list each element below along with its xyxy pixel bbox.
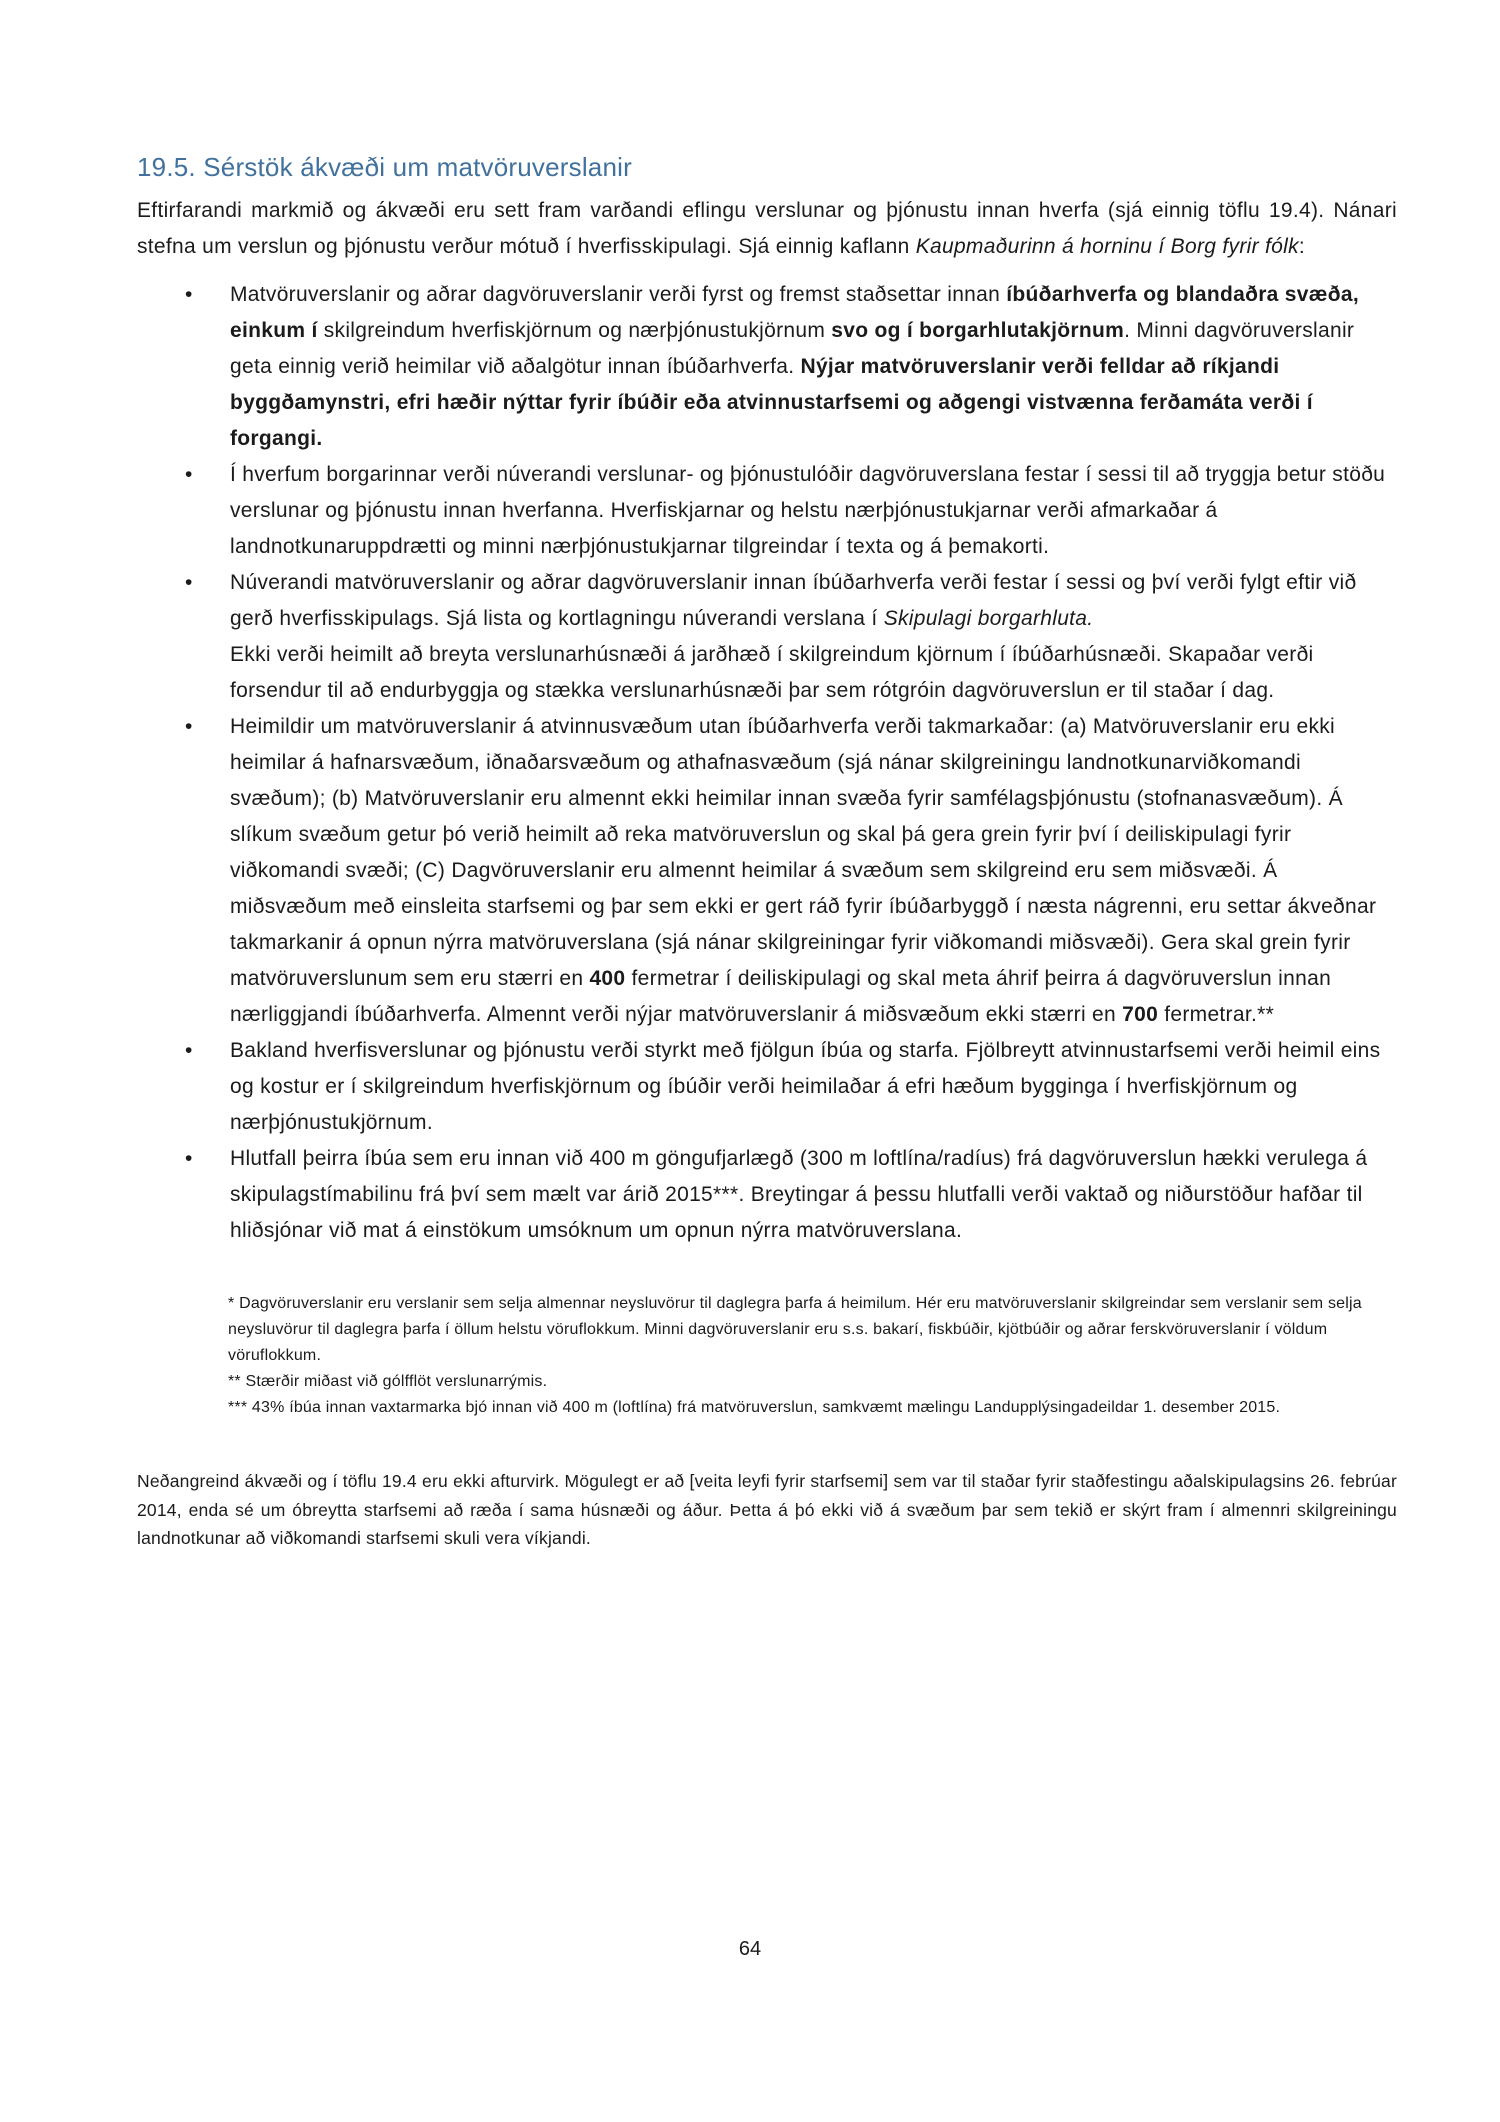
list-item-hinterland bbox=[137, 1033, 1397, 1141]
list-item-current-stores bbox=[137, 565, 1397, 709]
list-item-location-policy bbox=[137, 277, 1397, 457]
intro-paragraph: Eftirfarandi markmið og ákvæði eru sett fram varðandi eflingu verslunar og þjónustu innan hverfa (sjá einnig töflu 19.4). Nánari stefna um verslun og þjónustu verður mótuð í hverfisskipulagi. Sjá einnig kaflann Kaupmaðurinn á horninu í Borg fyrir fólk: bbox=[137, 199, 1397, 258]
footnote-1: * Dagvöruverslanir eru verslanir sem selja almennar neysluvörur til daglegra þarfa á heimilum. Hér eru matvöruverslanir skilgreindar sem verslanir sem selja neysluvörur til daglegra þarfa í öllum helstu vöruflokkum. Minni dagvöruverslanir eru s.s. bakarí, fiskbúðir, kjötbúðir og aðrar ferskvöruverslanir í völdum vöruflokkum. bbox=[228, 1295, 1362, 1364]
footnote-2: ** Stærðir miðast við gólfflöt verslunarrýmis. bbox=[228, 1373, 548, 1390]
bullet-continuation-paragraph: Ekki verði heimilt að breyta verslunarhúsnæði á jarðhæð í skilgreindum kjörnum í íbúðarhúsnæði. Skapaðar verði forsendur til að endurbyggja og stækka verslunarhúsnæði þar sem rótgróin dagvöruverslun er til staðar í dag. bbox=[230, 643, 1314, 702]
bullet-paragraph: • Hlutfall þeirra íbúa sem eru innan við 400 m göngufjarlægð (300 m loftlína/radíus) frá dagvöruverslun hækki verulega á skipulagstímabilinu frá því sem mælt var árið 2015***. Breytingar á þessu hlutfalli verði vaktað og niðurstöður hafðar til hliðsjónar við mat á einstökum umsóknum um opnun nýrra matvöruverslana. bbox=[230, 1147, 1368, 1242]
bullet-list bbox=[137, 277, 1397, 1249]
bullet-paragraph: • Í hverfum borgarinnar verði núverandi verslunar- og þjónustulóðir dagvöruverslana festar í sessi til að tryggja betur stöðu verslunar og þjónustu innan hverfanna. Hverfiskjarnar og helstu nærþjónustukjarnar verði afmarkaðar á landnotkunaruppdrætti og minni nærþjónustukjarnar tilgreindar í texta og á þemakorti. bbox=[230, 463, 1386, 558]
page-number: 64 bbox=[738, 1938, 762, 1960]
bullet-paragraph: • Bakland hverfisverslunar og þjónustu verði styrkt með fjölgun íbúa og starfa. Fjölbreytt atvinnustarfsemi verði heimil eins og kostur er í skilgreindum hverfiskjörnum og íbúðir verði heimilaðar á efri hæðum bygginga í hverfiskjörnum og nærþjónustukjörnum. bbox=[230, 1039, 1381, 1134]
footnotes-block bbox=[137, 1291, 1362, 1421]
page-content bbox=[137, 152, 1397, 1553]
closing-paragraph: Neðangreind ákvæði og í töflu 19.4 eru ekki afturvirk. Mögulegt er að [veita leyfi fyrir starfsemi] sem var til staðar fyrir staðfestingu aðalskipulagsins 26. febrúar 2014, enda sé um óbreytta starfsemi að ræða í sama húsnæði og áður. Þetta á þó ekki við á svæðum þar sem tekið er skýrt fram í almennri skilgreiningu landnotkunar að viðkomandi starfsemi skuli vera víkjandi. bbox=[137, 1471, 1397, 1548]
footnote-3: *** 43% íbúa innan vaxtarmarka bjó innan við 400 m (loftlína) frá matvöruverslun, samkvæmt mælingu Landupplýsingadeildar 1. desember 2015. bbox=[228, 1399, 1281, 1416]
bullet-paragraph: • Núverandi matvöruverslanir og aðrar dagvöruverslanir innan íbúðarhverfa verði festar í sessi og því verði fylgt eftir við gerð hverfisskipulags. Sjá lista og kortlagningu núverandi verslana í Skipulagi borgarhluta. bbox=[230, 571, 1357, 630]
list-item-existing-lots bbox=[137, 457, 1397, 565]
list-item-walking-distance bbox=[137, 1141, 1397, 1249]
section-heading: 19.5. Sérstök ákvæði um matvöruverslanir bbox=[137, 152, 632, 182]
bullet-paragraph: • Matvöruverslanir og aðrar dagvöruverslanir verði fyrst og fremst staðsettar innan íbúðarhverfa og blandaðra svæða, einkum í skilgreindum hverfiskjörnum og nærþjónustukjörnum svo og í borgarhlutakjörnum. Minni dagvöruverslanir geta einnig verið heimilar við aðalgötur innan íbúðarhverfa. Nýjar matvöruverslanir verði felldar að ríkjandi byggðamynstri, efri hæðir nýttar fyrir íbúðir eða atvinnustarfsemi og aðgengi vistvænna ferðamáta verði í forgangi. bbox=[230, 283, 1359, 450]
list-item-permissions-limits bbox=[137, 709, 1397, 1033]
bullet-paragraph: • Heimildir um matvöruverslanir á atvinnusvæðum utan íbúðarhverfa verði takmarkaðar: (a) Matvöruverslanir eru ekki heimilar á hafnarsvæðum, iðnaðarsvæðum og athafnasvæðum (sjá nánar skilgreiningu landnotkunarviðkomandi svæðum); (b) Matvöruverslanir eru almennt ekki heimilar innan svæða fyrir samfélagsþjónustu (stofnanasvæðum). Á slíkum svæðum getur þó verið heimilt að reka matvöruverslun og skal þá gera grein fyrir því í deiliskipulagi fyrir viðkomandi svæði; (C) Dagvöruverslanir eru almennt heimilar á svæðum sem skilgreind eru sem miðsvæði. Á miðsvæðum með einsleita starfsemi og þar sem ekki er gert ráð fyrir íbúðarbyggð í næsta nágrenni, eru settar ákveðnar takmarkanir á opnun nýrra matvöruverslana (sjá nánar skilgreiningar fyrir viðkomandi miðsvæði). Gera skal grein fyrir matvöruverslunum sem eru stærri en 400 fermetrar í deiliskipulagi og skal meta áhrif þeirra á dagvöruverslun innan nærliggjandi íbúðarhverfa. Almennt verði nýjar matvöruverslanir á miðsvæðum ekki stærri en 700 fermetrar.** bbox=[230, 715, 1377, 1026]
